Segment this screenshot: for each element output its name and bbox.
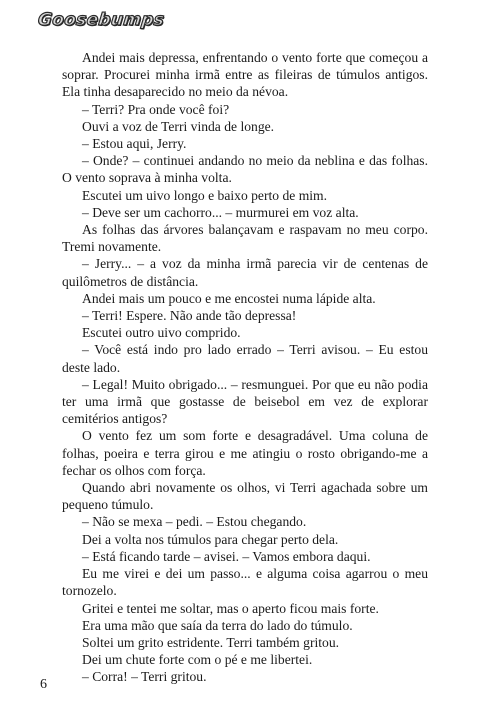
paragraph: Eu me virei e dei um passo... e alguma coisa agarrou o meu tornozelo.: [62, 566, 428, 599]
paragraph: – Não se mexa – pedi. – Estou chegando.: [82, 514, 307, 530]
paragraph: – Jerry... – a voz da minha irmã parecia vir de centenas de quilômetros de distância.: [62, 256, 428, 289]
page-number: 6: [40, 677, 47, 692]
goosebumps-logo: Goosebumps: [36, 10, 166, 30]
paragraph: As folhas das árvores balançavam e raspavam no meu corpo. Tremi novamente.: [62, 222, 428, 255]
paragraph: Quando abri novamente os olhos, vi Terri agachada sobre um pequeno túmulo.: [62, 480, 428, 513]
paragraph: – Legal! Muito obrigado... – resmunguei. Por que eu não podia ter uma irmã que gostasse de beisebol em vez de explorar cemitérios antigos?: [62, 376, 428, 427]
paragraph: Escutei outro uivo comprido.: [82, 325, 241, 341]
paragraph: Escutei um uivo longo e baixo perto de mim.: [82, 187, 328, 203]
paragraph: Andei mais um pouco e me encostei numa lápide alta.: [82, 290, 376, 306]
paragraph: Era uma mão que saía da terra do lado do túmulo.: [82, 617, 353, 633]
paragraph: – Estou aqui, Jerry.: [82, 136, 187, 152]
body-text: [62, 49, 428, 686]
paragraph: Andei mais depressa, enfrentando o vento forte que começou a soprar. Procurei minha irmã entre as fileiras de túmulos antigos. Ela tinha desaparecido no meio da névoa.: [62, 50, 428, 100]
paragraph: Gritei e tentei me soltar, mas o aperto ficou mais forte.: [82, 600, 379, 616]
paragraph: – Terri? Pra onde você foi?: [82, 101, 230, 117]
paragraph: – Onde? – continuei andando no meio da neblina e das folhas. O vento soprava à minha volta.: [62, 153, 428, 186]
paragraph: – Está ficando tarde – avisei. – Vamos embora daqui.: [82, 548, 371, 564]
paragraph: – Corra! – Terri gritou.: [82, 669, 207, 685]
paragraph: – Deve ser um cachorro... – murmurei em voz alta.: [82, 204, 359, 220]
paragraph: Ouvi a voz de Terri vinda de longe.: [82, 118, 275, 134]
paragraph: Dei um chute forte com o pé e me libertei.: [82, 652, 313, 668]
paragraph: O vento fez um som forte e desagradável. Uma coluna de folhas, poeira e terra girou e me atingiu o rosto obrigando-me a fechar os olhos com força.: [62, 428, 428, 478]
paragraph: – Terri! Espere. Não ande tão depressa!: [82, 308, 297, 324]
paragraph: Dei a volta nos túmulos para chegar perto dela.: [82, 531, 339, 547]
paragraph: – Você está indo pro lado errado – Terri avisou. – Eu estou deste lado.: [62, 342, 428, 375]
paragraph: Soltei um grito estridente. Terri também gritou.: [82, 634, 340, 650]
